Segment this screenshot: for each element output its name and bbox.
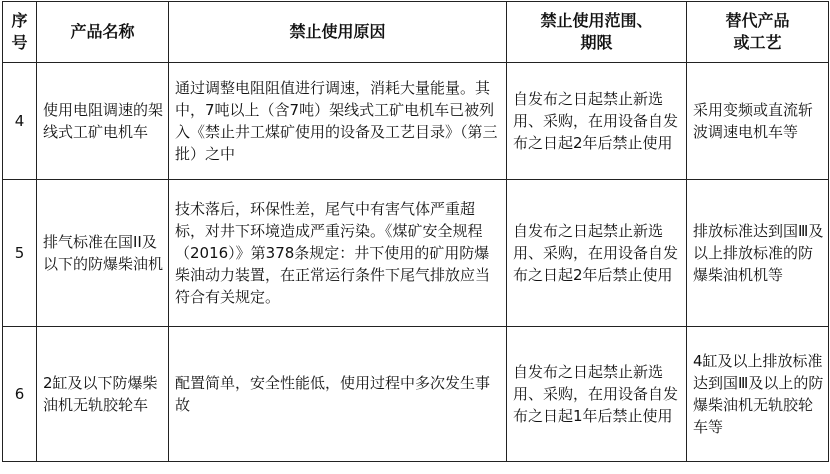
row-alt: 排放标准达到国Ⅲ及以上排放标准的防爆柴油机机等 [687, 180, 829, 327]
row-name: 使用电阻调速的架线式工矿电机车 [37, 63, 169, 180]
table-row [3, 180, 829, 327]
row-name: 2缸及以下防爆柴油机无轨胶轮车 [37, 327, 169, 462]
row-reason: 配置简单，安全性能低，使用过程中多次发生事故 [169, 327, 507, 462]
header-row [3, 2, 829, 63]
row-alt: 4缸及以上排放标准达到国Ⅲ及以上的防爆柴油机无轨胶轮车等 [687, 327, 829, 462]
row-no: 5 [3, 180, 37, 327]
header-no: 序 号 [3, 2, 37, 63]
header-alt: 替代产品 或工艺 [687, 2, 829, 63]
row-reason: 技术落后，环保性差，尾气中有害气体严重超标，对井下环境造成严重污染。《煤矿安全规程（2016）》第378条规定：井下使用的矿用防爆柴油动力装置，在正常运行条件下尾气排放应当符合有关规定。 [169, 180, 507, 327]
row-alt: 采用变频或直流斩波调速电机车等 [687, 63, 829, 180]
row-scope: 自发布之日起禁止新选用、采购，在用设备自发布之日起1年后禁止使用 [507, 327, 687, 462]
row-reason: 通过调整电阻阻值进行调速，消耗大量能量。其中，7吨以上（含7吨）架线式工矿电机车已被列入《禁止井工煤矿使用的设备及工艺目录》（第三批）之中 [169, 63, 507, 180]
table-row [3, 63, 829, 180]
header-reason: 禁止使用原因 [169, 2, 507, 63]
row-no: 4 [3, 63, 37, 180]
prohibited-equipment-table [2, 1, 829, 462]
table-row [3, 327, 829, 462]
row-scope: 自发布之日起禁止新选用、采购，在用设备自发布之日起2年后禁止使用 [507, 63, 687, 180]
header-scope: 禁止使用范围、 期限 [507, 2, 687, 63]
row-no: 6 [3, 327, 37, 462]
header-name: 产品名称 [37, 2, 169, 63]
row-name: 排气标准在国II及以下的防爆柴油机 [37, 180, 169, 327]
row-scope: 自发布之日起禁止新选用、采购，在用设备自发布之日起2年后禁止使用 [507, 180, 687, 327]
